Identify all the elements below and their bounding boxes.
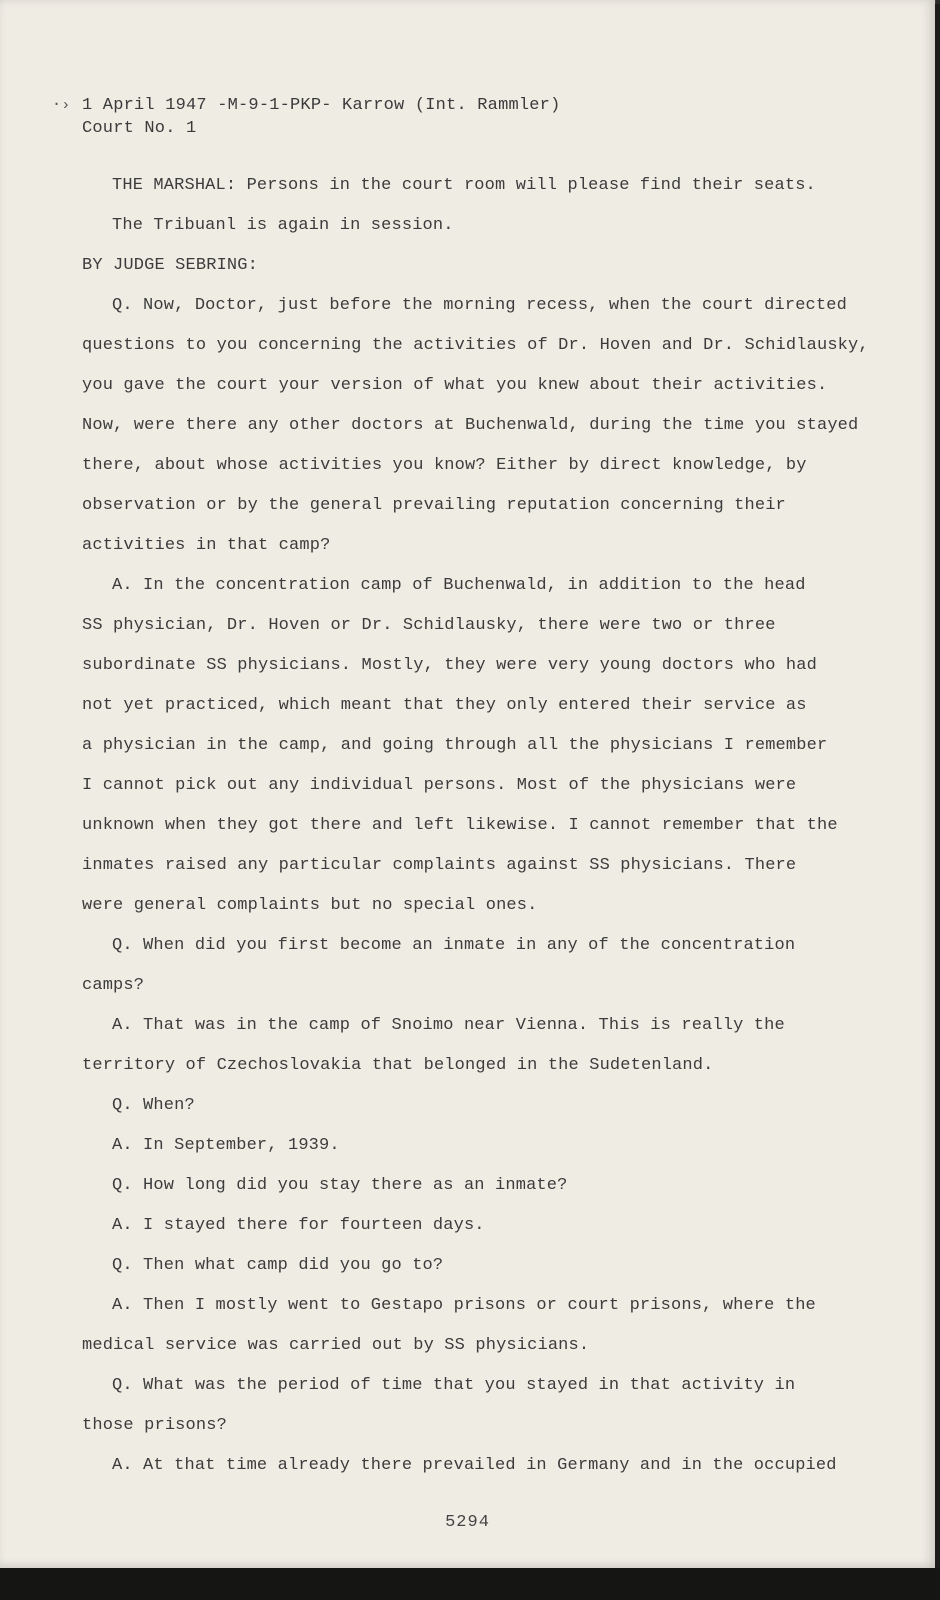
page-number: 5294 (445, 1513, 490, 1532)
transcript-line: inmates raised any particular complaints against SS physicians. There (82, 856, 797, 875)
transcript-line: medical service was carried out by SS physicians. (82, 1336, 590, 1355)
transcript-line: those prisons? (82, 1416, 227, 1435)
transcript-line: not yet practiced, which meant that they only entered their service as (82, 696, 807, 715)
transcript-line: you gave the court your version of what you knew about their activities. (82, 376, 828, 395)
transcript-line: unknown when they got there and left likewise. I cannot remember that the (82, 816, 838, 835)
transcript-line: Q. Then what camp did you go to? (112, 1256, 444, 1275)
transcript-line: THE MARSHAL: Persons in the court room will please find their seats. (112, 176, 816, 195)
margin-mark: ⋅› (52, 97, 71, 114)
transcript-line: territory of Czechoslovakia that belonged in the Sudetenland. (82, 1056, 714, 1075)
transcript-line: Q. How long did you stay there as an inmate? (112, 1176, 568, 1195)
header-date-line: 1 April 1947 -M-9-1-PKP- Karrow (Int. Rammler) (82, 96, 561, 115)
transcript-line: questions to you concerning the activities of Dr. Hoven and Dr. Schidlausky, (82, 336, 869, 355)
transcript-line: there, about whose activities you know? Either by direct knowledge, by (82, 456, 807, 475)
scan-edge-bottom (0, 1568, 940, 1600)
transcript-line: I cannot pick out any individual persons. Most of the physicians were (82, 776, 797, 795)
transcript-line: A. Then I mostly went to Gestapo prisons or court prisons, where the (112, 1296, 816, 1315)
header-court-line: Court No. 1 (82, 119, 197, 138)
transcript-line: A. In the concentration camp of Buchenwald, in addition to the head (112, 576, 806, 595)
transcript-line: Q. Now, Doctor, just before the morning recess, when the court directed (112, 296, 847, 315)
transcript-line: observation or by the general prevailing reputation concerning their (82, 496, 786, 515)
transcript-line: Q. When? (112, 1096, 195, 1115)
transcript-line: A. In September, 1939. (112, 1136, 340, 1155)
transcript-line: A. That was in the camp of Snoimo near Vienna. This is really the (112, 1016, 785, 1035)
transcript-line: a physician in the camp, and going through all the physicians I remember (82, 736, 828, 755)
transcript-line: were general complaints but no special ones. (82, 896, 538, 915)
transcript-line: camps? (82, 976, 145, 995)
transcript-line: SS physician, Dr. Hoven or Dr. Schidlausky, there were two or three (82, 616, 776, 635)
transcript-line: Q. What was the period of time that you stayed in that activity in (112, 1376, 796, 1395)
transcript-line: subordinate SS physicians. Mostly, they were very young doctors who had (82, 656, 817, 675)
transcript-line: The Tribuanl is again in session. (112, 216, 454, 235)
transcript-line: A. At that time already there prevailed in Germany and in the occupied (112, 1456, 837, 1475)
transcript-line: Now, were there any other doctors at Buchenwald, during the time you stayed (82, 416, 859, 435)
transcript-line: BY JUDGE SEBRING: (82, 256, 258, 275)
transcript-line: activities in that camp? (82, 536, 331, 555)
transcript-line: Q. When did you first become an inmate in any of the concentration (112, 936, 796, 955)
transcript-line: A. I stayed there for fourteen days. (112, 1216, 485, 1235)
page-header (52, 94, 561, 140)
